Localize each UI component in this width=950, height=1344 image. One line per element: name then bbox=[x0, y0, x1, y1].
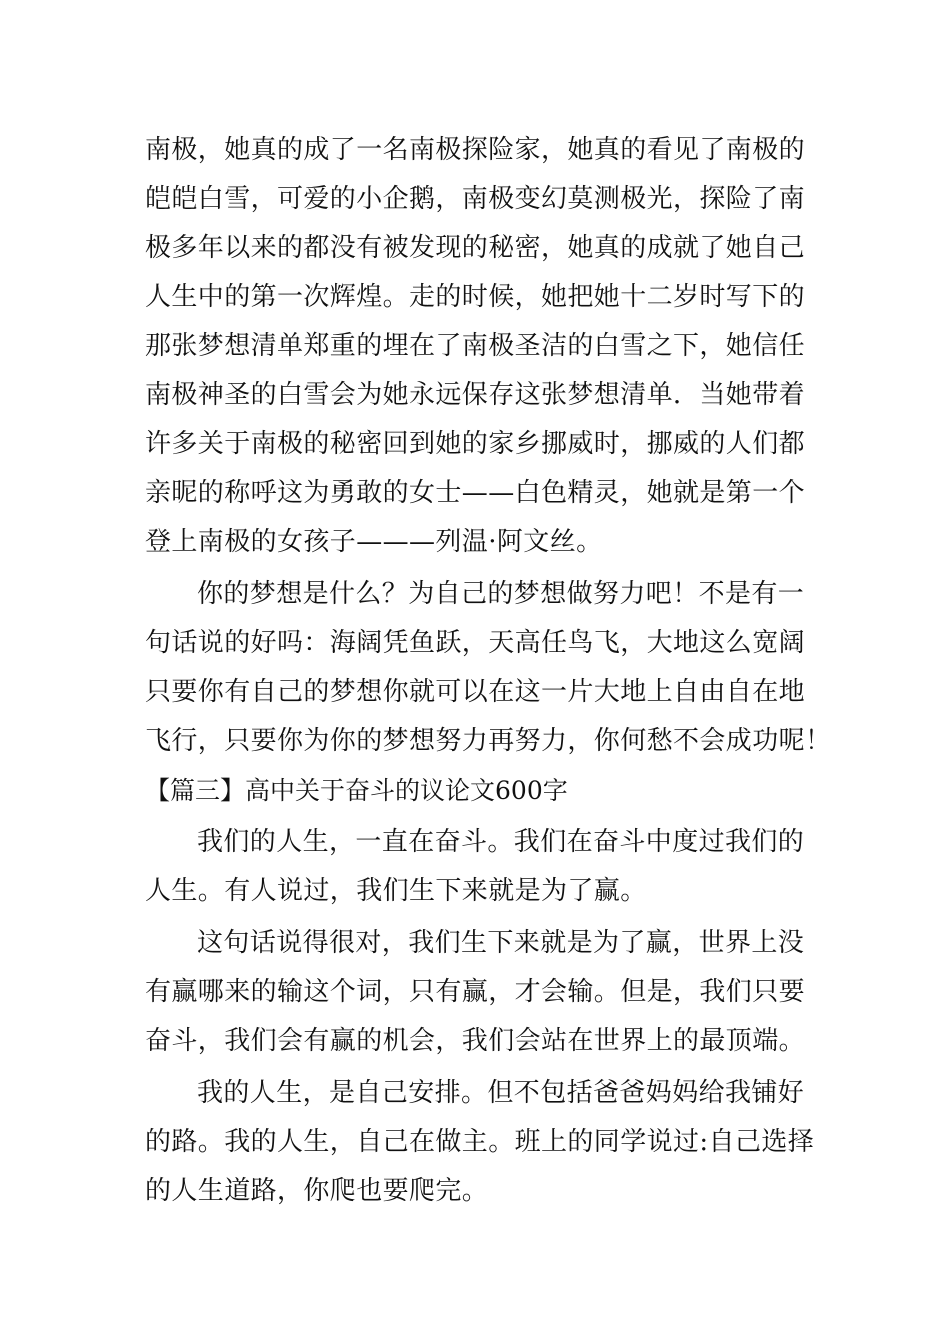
text-line: 我的人生，是自己安排。但不包括爸爸妈妈给我铺好 bbox=[197, 1078, 805, 1108]
paragraph-1 bbox=[145, 126, 810, 567]
text-line: 登上南极的女孩子———列温·阿文丝。 bbox=[145, 527, 603, 557]
paragraph-3 bbox=[145, 818, 810, 916]
paragraph-5 bbox=[145, 1069, 815, 1216]
text-line: 那张梦想清单郑重的埋在了南极圣洁的白雪之下，她信任 bbox=[145, 331, 806, 361]
text-line: 这句话说得很对，我们生下来就是为了赢，世界上没 bbox=[197, 928, 805, 958]
text-line: 人生中的第一次辉煌。走的时候，她把她十二岁时写下的 bbox=[145, 282, 806, 312]
text-line: 亲昵的称呼这为勇敢的女士——白色精灵，她就是第一个 bbox=[145, 478, 806, 508]
text-line: 的人生道路，你爬也要爬完。 bbox=[145, 1176, 489, 1206]
text-line: 许多关于南极的秘密回到她的家乡挪威时，挪威的人们都 bbox=[145, 429, 806, 459]
text-line: 极多年以来的都没有被发现的秘密，她真的成就了她自己 bbox=[145, 233, 806, 263]
text-line: 你的梦想是什么？为自己的梦想做努力吧！不是有一 bbox=[197, 579, 805, 609]
text-line: 句话说的好吗：海阔凭鱼跃，天高任鸟飞，大地这么宽阔 bbox=[145, 628, 806, 658]
text-line: 皑皑白雪，可爱的小企鹅，南极变幻莫测极光，探险了南 bbox=[145, 184, 806, 214]
text-line: 奋斗，我们会有赢的机会，我们会站在世界上的最顶端。 bbox=[145, 1026, 806, 1056]
text-line: 南极，她真的成了一名南极探险家，她真的看见了南极的 bbox=[145, 135, 806, 165]
section-heading: 【篇三】高中关于奋斗的议论文600字 bbox=[145, 776, 568, 805]
text-line: 我们的人生，一直在奋斗。我们在奋斗中度过我们的 bbox=[197, 827, 805, 857]
text-line: 只要你有自己的梦想你就可以在这一片大地上自由自在地 bbox=[145, 677, 806, 707]
text-line: 有赢哪来的输这个词，只有赢，才会输。但是，我们只要 bbox=[145, 977, 806, 1007]
paragraph-2 bbox=[145, 570, 832, 766]
text-line: 飞行，只要你为你的梦想努力再努力，你何愁不会成功呢！ bbox=[145, 726, 832, 756]
paragraph-4 bbox=[145, 919, 810, 1066]
text-line: 人生。有人说过，我们生下来就是为了赢。 bbox=[145, 876, 647, 906]
text-line: 南极神圣的白雪会为她永远保存这张梦想清单．当她带着 bbox=[145, 380, 806, 410]
text-line: 的路。我的人生，自己在做主。班上的同学说过:自己选择 bbox=[145, 1127, 815, 1157]
article-body bbox=[145, 126, 832, 1216]
